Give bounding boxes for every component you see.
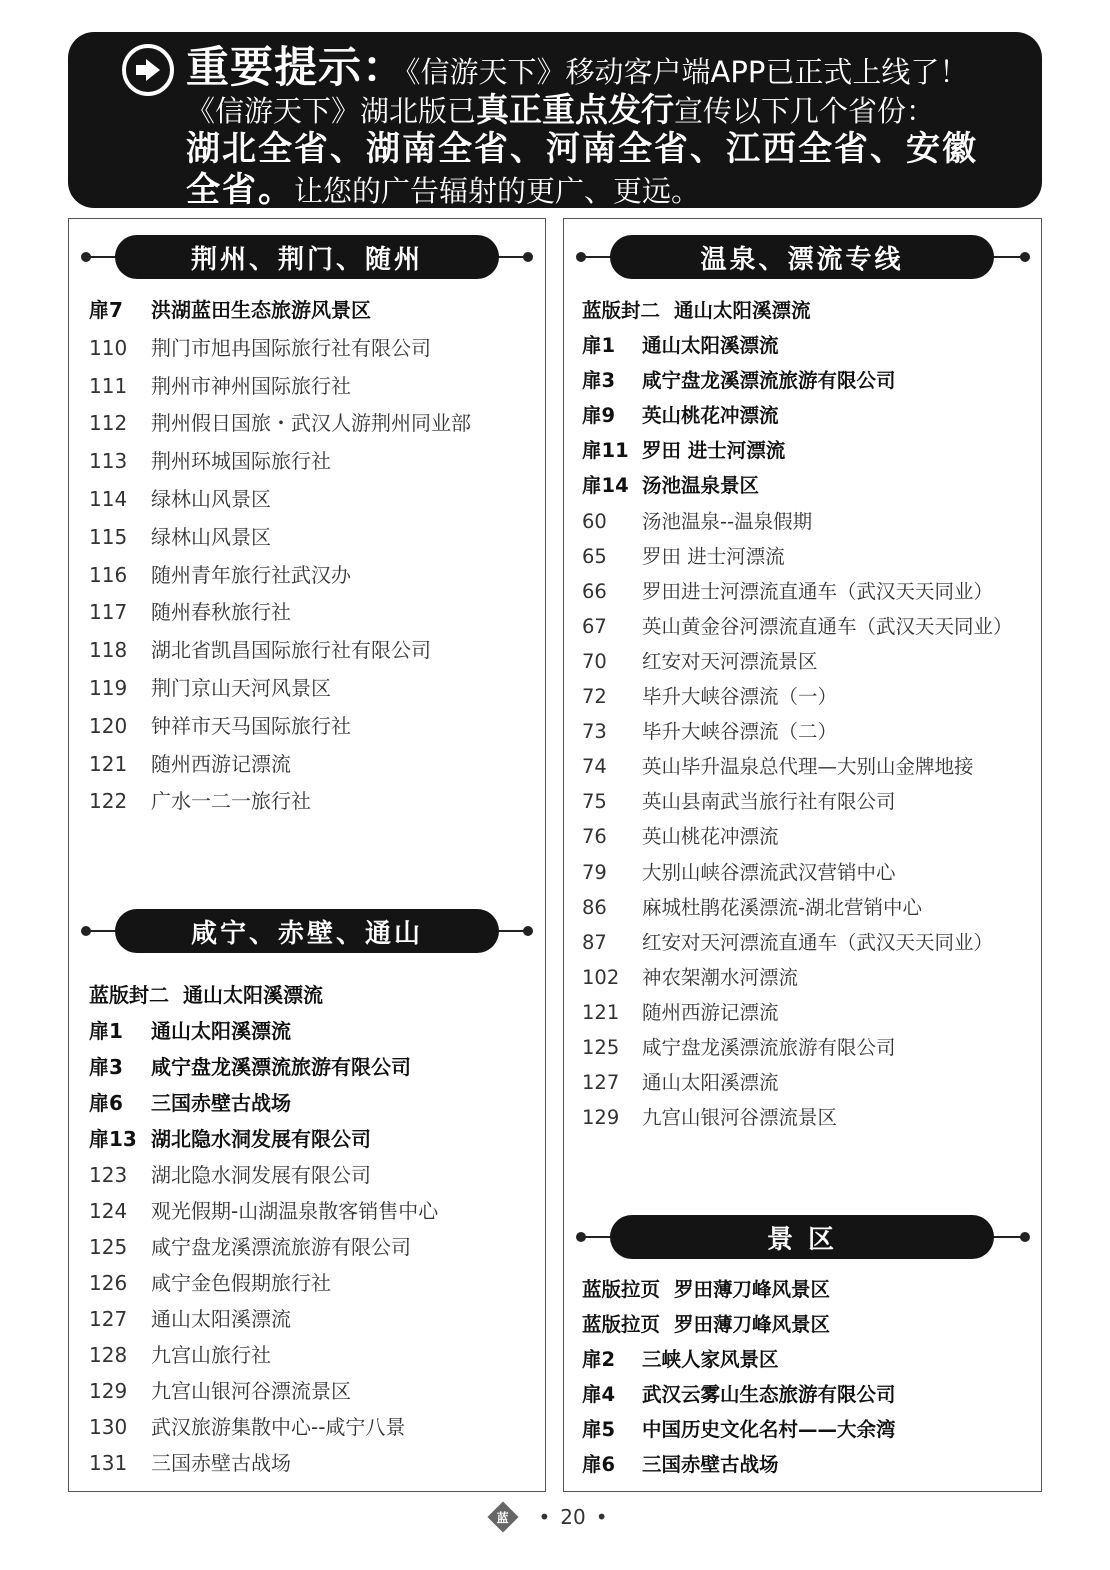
listing-name: 通山太阳溪漂流 — [642, 334, 779, 358]
listing-name: 通山太阳溪漂流 — [674, 299, 811, 322]
listing-name: 武汉旅游集散中心--咸宁八景 — [151, 1415, 406, 1439]
list-item — [582, 679, 1013, 714]
page-code: 扉4 — [582, 1383, 616, 1407]
banner-line-1: 重要提示：《信游天下》移动客户端APP已正式上线了！ — [186, 43, 969, 93]
listing-name: 随州西游记漂流 — [151, 751, 291, 776]
section-title: 温泉、漂流专线 — [610, 235, 994, 279]
page-code: 扉11 — [582, 439, 629, 463]
list-item — [89, 783, 471, 821]
list-item — [89, 670, 471, 708]
list-item — [89, 1265, 438, 1301]
listing-name: 汤池温泉景区 — [642, 474, 760, 498]
listing-name: 三国赤壁古战场 — [151, 1091, 291, 1115]
list-item — [582, 1342, 896, 1377]
page-code: 129 — [582, 1106, 620, 1130]
list-item — [582, 398, 1013, 433]
listing-name: 大别山峡谷漂流武汉营销中心 — [642, 860, 896, 884]
list-item — [89, 557, 471, 595]
list-item — [582, 609, 1013, 644]
page-code: 116 — [89, 562, 128, 587]
listing-name: 三国赤壁古战场 — [642, 1453, 779, 1477]
page-code: 70 — [582, 649, 607, 673]
page-code: 131 — [89, 1451, 128, 1475]
listing-name: 绿林山风景区 — [151, 524, 271, 549]
page-code: 115 — [89, 524, 128, 549]
list-item — [89, 708, 471, 746]
listing-name: 红安对天河漂流直通车（武汉天天同业） — [642, 930, 994, 954]
section-header-xianning — [81, 909, 533, 953]
page-code: 扉14 — [582, 474, 629, 498]
list-item — [582, 749, 1013, 784]
listing-name: 红安对天河漂流景区 — [642, 649, 818, 673]
listing-name: 湖北隐水洞发展有限公司 — [151, 1163, 371, 1187]
page-code: 127 — [582, 1071, 620, 1095]
listing-name: 汤池温泉--温泉假期 — [642, 509, 813, 533]
section-title: 景 区 — [610, 1215, 994, 1259]
page-code: 129 — [89, 1379, 128, 1403]
listing-name: 咸宁金色假期旅行社 — [151, 1271, 331, 1295]
list-item — [89, 443, 471, 481]
page-code: 扉6 — [89, 1091, 123, 1115]
section-header-hotspring — [576, 235, 1030, 279]
list-item — [582, 293, 1013, 328]
page-code: 86 — [582, 895, 607, 919]
banner-line-2: 《信游天下》湖北版已真正重点发行宣传以下几个省份： — [186, 90, 936, 129]
listing-name: 神农架潮水河漂流 — [642, 965, 799, 989]
page-code: 117 — [89, 600, 128, 625]
page-code: 67 — [582, 614, 607, 638]
page-code: 60 — [582, 509, 607, 533]
banner-line-4: 全省。让您的广告辐射的更广、更远。 — [186, 170, 701, 210]
listing-name: 咸宁盘龙溪漂流旅游有限公司 — [642, 1035, 896, 1059]
listing-name: 荆门市旭冉国际旅行社有限公司 — [151, 335, 431, 360]
list-item — [582, 328, 1013, 363]
page-code: 126 — [89, 1271, 128, 1295]
list-item — [89, 330, 471, 368]
page-code: 扉9 — [582, 404, 616, 428]
page-code: 蓝版拉页 — [582, 1278, 661, 1301]
listing-name: 咸宁盘龙溪漂流旅游有限公司 — [151, 1235, 411, 1259]
listing-name: 咸宁盘龙溪漂流旅游有限公司 — [642, 369, 896, 393]
list-item — [89, 1049, 438, 1085]
list-item — [89, 519, 471, 557]
list-item — [89, 1445, 438, 1481]
list-xianning — [89, 977, 438, 1481]
list-jingzhou — [89, 292, 471, 821]
listing-name: 罗田薄刀峰风景区 — [674, 1313, 831, 1337]
list-item — [582, 363, 1013, 398]
page-code: 蓝版拉页 — [582, 1313, 661, 1337]
list-item — [582, 1412, 896, 1447]
list-item — [582, 925, 1013, 960]
page-code: 79 — [582, 860, 607, 884]
list-item — [582, 1377, 896, 1412]
page-code: 125 — [89, 1235, 128, 1259]
list-item — [89, 481, 471, 519]
list-item — [582, 960, 1013, 995]
listing-name: 荆州假日国旅・武汉人游荆州同业部 — [151, 411, 471, 436]
page-number: 20 — [560, 1505, 586, 1529]
page-code: 102 — [582, 965, 620, 989]
section-header-scenic — [576, 1215, 1030, 1259]
page-code: 87 — [582, 930, 607, 954]
listing-name: 随州西游记漂流 — [642, 1000, 779, 1024]
page-code: 118 — [89, 638, 128, 663]
page-code: 120 — [89, 713, 128, 738]
listing-name: 中国历史文化名村——大余湾 — [642, 1418, 896, 1442]
page-code: 73 — [582, 720, 607, 744]
listing-name: 英山黄金谷河漂流直通车（武汉天天同业） — [642, 614, 1013, 638]
listing-name: 罗田 进士河漂流 — [642, 544, 785, 568]
listing-name: 荆州市神州国际旅行社 — [151, 373, 351, 398]
list-item — [582, 574, 1013, 609]
list-item — [582, 1272, 896, 1307]
listing-name: 罗田薄刀峰风景区 — [674, 1278, 831, 1301]
listing-name: 麻城杜鹃花溪漂流-湖北营销中心 — [642, 895, 923, 919]
listing-name: 咸宁盘龙溪漂流旅游有限公司 — [151, 1055, 411, 1079]
section-title: 咸宁、赤壁、通山 — [115, 909, 499, 953]
page-code: 扉3 — [582, 369, 616, 393]
page-footer: 蓝 • 20 • — [0, 1500, 1110, 1534]
page-code: 蓝版封二 — [89, 983, 169, 1007]
list-item — [89, 1193, 438, 1229]
list-item — [89, 1121, 438, 1157]
listing-name: 绿林山风景区 — [151, 486, 271, 511]
list-hotspring — [582, 293, 1013, 1135]
list-item — [89, 1157, 438, 1193]
list-item — [582, 468, 1013, 503]
listing-name: 毕升大峡谷漂流（二） — [642, 720, 838, 744]
page-code: 扉6 — [582, 1453, 616, 1477]
list-item — [582, 784, 1013, 819]
listing-name: 英山桃花冲漂流 — [642, 404, 779, 428]
page-code: 112 — [89, 411, 128, 436]
list-item — [89, 594, 471, 632]
page-code: 130 — [89, 1415, 128, 1439]
list-item — [89, 405, 471, 443]
page-code: 扉3 — [89, 1055, 123, 1079]
list-item — [582, 1065, 1013, 1100]
page-code: 124 — [89, 1199, 128, 1223]
list-item — [582, 1307, 896, 1342]
notice-banner — [68, 32, 1042, 208]
page-code: 扉1 — [89, 1019, 123, 1043]
list-item — [89, 1373, 438, 1409]
listing-name: 荆州环城国际旅行社 — [151, 449, 331, 474]
list-item — [582, 1447, 896, 1482]
page-code: 123 — [89, 1163, 128, 1187]
page-code: 74 — [582, 755, 607, 779]
page-code: 扉2 — [582, 1348, 616, 1372]
page-code: 扉13 — [89, 1127, 137, 1151]
page-code: 125 — [582, 1035, 620, 1059]
list-item — [89, 1301, 438, 1337]
page-code: 65 — [582, 544, 607, 568]
page-code: 75 — [582, 790, 607, 814]
list-item — [582, 855, 1013, 890]
listing-name: 广水一二一旅行社 — [151, 789, 311, 814]
list-item — [89, 632, 471, 670]
list-item — [582, 504, 1013, 539]
page-code: 蓝版封二 — [582, 299, 661, 322]
listing-name: 九宫山旅行社 — [151, 1343, 271, 1367]
left-column — [68, 218, 546, 1492]
listing-name: 荆门京山天河风景区 — [151, 675, 331, 700]
page-code: 扉7 — [89, 298, 123, 322]
list-item — [582, 819, 1013, 854]
listing-name: 洪湖蓝田生态旅游风景区 — [151, 298, 371, 322]
page-code: 113 — [89, 449, 128, 474]
page-code: 110 — [89, 335, 128, 360]
right-column — [563, 218, 1042, 1492]
list-scenic — [582, 1272, 896, 1483]
listing-name: 毕升大峡谷漂流（一） — [642, 685, 838, 709]
list-item — [582, 890, 1013, 925]
listing-name: 三峡人家风景区 — [642, 1348, 779, 1372]
list-item — [89, 1409, 438, 1445]
listing-name: 英山毕升温泉总代理—大别山金牌地接 — [642, 755, 974, 779]
listing-name: 通山太阳溪漂流 — [151, 1307, 291, 1331]
list-item — [89, 746, 471, 784]
page-code: 72 — [582, 685, 607, 709]
section-header-jingzhou — [81, 235, 533, 279]
listing-name: 湖北隐水洞发展有限公司 — [151, 1127, 371, 1151]
list-item — [89, 292, 471, 330]
page-code: 114 — [89, 486, 128, 511]
page-badge-icon: 蓝 — [488, 1501, 519, 1532]
listing-name: 九宫山银河谷漂流景区 — [151, 1379, 351, 1403]
listing-name: 罗田进士河漂流直通车（武汉天天同业） — [642, 579, 994, 603]
page-code: 扉5 — [582, 1418, 616, 1442]
listing-name: 罗田 进士河漂流 — [642, 439, 786, 463]
listing-name: 九宫山银河谷漂流景区 — [642, 1106, 838, 1130]
banner-title: 重要提示： — [186, 43, 406, 93]
list-item — [89, 1013, 438, 1049]
list-item — [582, 644, 1013, 679]
list-item — [89, 1229, 438, 1265]
listing-name: 武汉云雾山生态旅游有限公司 — [642, 1383, 896, 1407]
list-item — [582, 1030, 1013, 1065]
list-item — [582, 714, 1013, 749]
list-item — [89, 977, 438, 1013]
listing-name: 通山太阳溪漂流 — [642, 1071, 779, 1095]
listing-name: 英山县南武当旅行社有限公司 — [642, 790, 896, 814]
page-code: 128 — [89, 1343, 128, 1367]
page-code: 76 — [582, 825, 607, 849]
section-title: 荆州、荆门、随州 — [115, 235, 499, 279]
list-item — [89, 1337, 438, 1373]
page-code: 扉1 — [582, 334, 616, 358]
list-item — [89, 1085, 438, 1121]
listing-name: 三国赤壁古战场 — [151, 1451, 291, 1475]
listing-name: 钟祥市天马国际旅行社 — [151, 713, 351, 738]
page-code: 66 — [582, 579, 607, 603]
page-code: 121 — [89, 751, 128, 776]
listing-name: 英山桃花冲漂流 — [642, 825, 779, 849]
listing-name: 随州春秋旅行社 — [151, 600, 291, 625]
page-code: 127 — [89, 1307, 128, 1331]
arrow-right-icon — [122, 44, 174, 96]
page-code: 119 — [89, 675, 128, 700]
listing-name: 通山太阳溪漂流 — [183, 983, 323, 1007]
list-item — [89, 368, 471, 406]
list-item — [582, 1100, 1013, 1135]
list-item — [582, 995, 1013, 1030]
page-code: 121 — [582, 1000, 620, 1024]
listing-name: 通山太阳溪漂流 — [151, 1019, 291, 1043]
list-item — [582, 539, 1013, 574]
banner-line-3: 湖北全省、湖南全省、河南全省、江西全省、安徽 — [186, 129, 978, 169]
page-code: 111 — [89, 373, 128, 398]
page-code: 122 — [89, 789, 128, 814]
list-item — [582, 433, 1013, 468]
listing-name: 观光假期-山湖温泉散客销售中心 — [151, 1199, 439, 1223]
listing-name: 随州青年旅行社武汉办 — [151, 562, 351, 587]
listing-name: 湖北省凯昌国际旅行社有限公司 — [151, 638, 431, 663]
